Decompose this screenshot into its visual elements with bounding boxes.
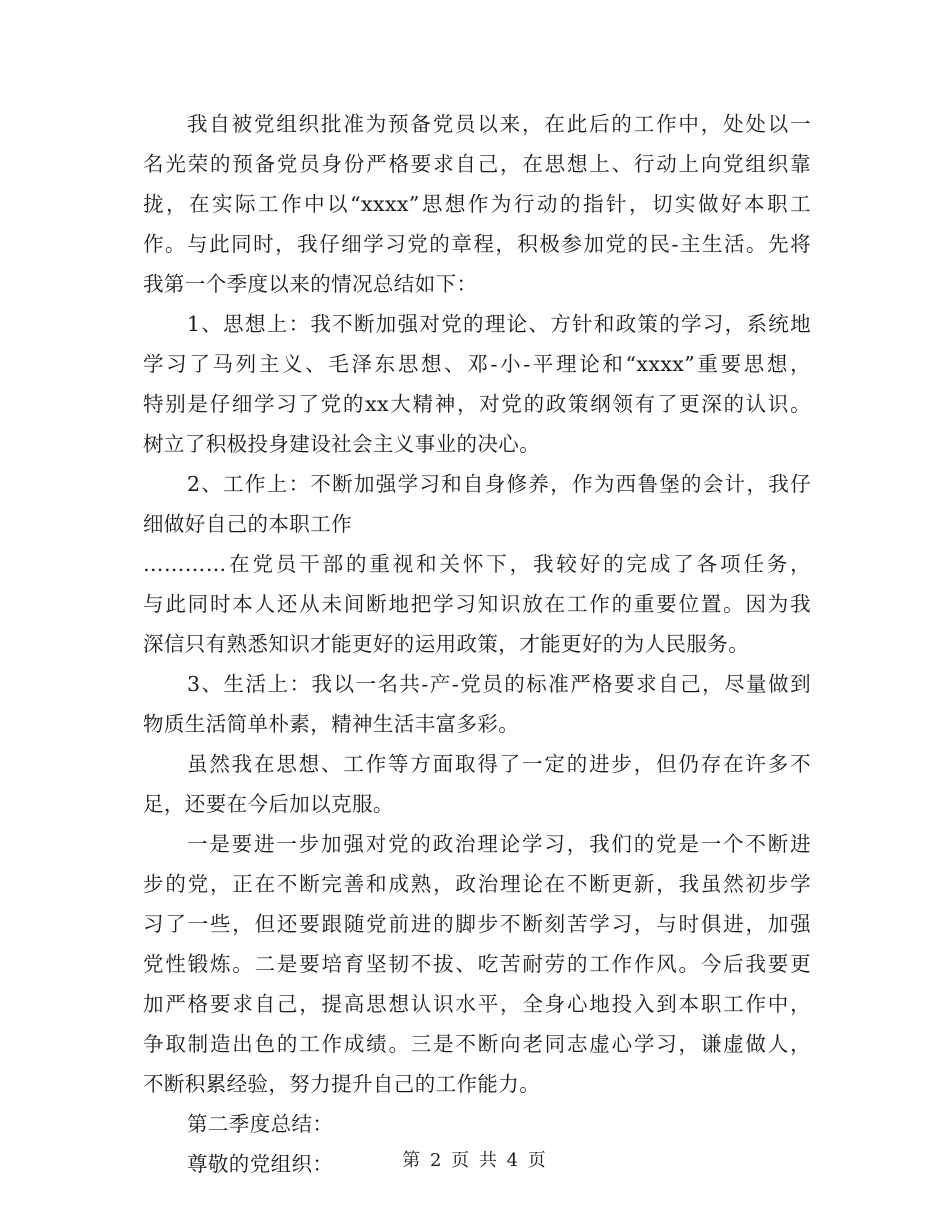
text-line: 虽然我在思想、工作等方面取得了一定的进步，但仍存在许多不 bbox=[187, 752, 811, 776]
text-line: 物质生活简单朴素，精神生活丰富多彩。 bbox=[143, 712, 520, 736]
text-line: 党性锻炼。二是要培育坚韧不拔、吃苦耐劳的工作作风。今后我要更 bbox=[143, 952, 811, 976]
document-body bbox=[143, 104, 811, 1184]
text-line: 与此同时本人还从未间断地把学习知识放在工作的重要位置。因为我 bbox=[143, 592, 811, 616]
text-line: 步的党，正在不断完善和成熟，政治理论在不断更新，我虽然初步学 bbox=[143, 872, 811, 896]
text-line: 学习了马列主义、毛泽东思想、邓-小-平理论和“xxxx”重要思想， bbox=[143, 352, 811, 376]
text-line: 加严格要求自己，提高思想认识水平，全身心地投入到本职工作中， bbox=[143, 992, 811, 1016]
text-line: 不断积累经验，努力提升自己的工作能力。 bbox=[143, 1072, 541, 1096]
text-line: …………在党员干部的重视和关怀下，我较好的完成了各项任务， bbox=[143, 552, 811, 576]
text-line: 足，还要在今后加以克服。 bbox=[143, 792, 394, 816]
text-line: 我第一个季度以来的情况总结如下： bbox=[143, 272, 478, 296]
text-line: 争取制造出色的工作成绩。三是不断向老同志虚心学习，谦虚做人， bbox=[143, 1032, 811, 1056]
page-footer: 第 2 页 共 4 页 bbox=[402, 1150, 548, 1171]
text-line: 1、思想上：我不断加强对党的理论、方针和政策的学习，系统地 bbox=[187, 312, 811, 336]
text-line: 拢，在实际工作中以“xxxx”思想作为行动的指针，切实做好本职工 bbox=[143, 192, 811, 216]
text-line: 特别是仔细学习了党的xx大精神，对党的政策纲领有了更深的认识。 bbox=[143, 392, 811, 416]
text-line: 作。与此同时，我仔细学习党的章程，积极参加党的民-主生活。先将 bbox=[143, 232, 811, 256]
text-line: 一是要进一步加强对党的政治理论学习，我们的党是一个不断进 bbox=[187, 832, 811, 856]
text-line: 习了一些，但还要跟随党前进的脚步不断刻苦学习，与时俱进，加强 bbox=[143, 912, 811, 936]
text-line: 第二季度总结： bbox=[187, 1112, 334, 1136]
text-line: 名光荣的预备党员身份严格要求自己，在思想上、行动上向党组织靠 bbox=[143, 152, 811, 176]
text-line: 树立了积极投身建设社会主义事业的决心。 bbox=[143, 432, 541, 456]
text-line: 深信只有熟悉知识才能更好的运用政策，才能更好的为人民服务。 bbox=[143, 632, 750, 656]
text-line: 2、工作上：不断加强学习和自身修养，作为西鲁堡的会计，我仔 bbox=[187, 472, 811, 496]
text-line: 我自被党组织批准为预备党员以来，在此后的工作中，处处以一 bbox=[187, 112, 811, 136]
text-line: 尊敬的党组织： bbox=[187, 1152, 334, 1176]
text-line: 3、生活上：我以一名共-产-党员的标准严格要求自己，尽量做到 bbox=[187, 672, 811, 696]
text-line: 细做好自己的本职工作 bbox=[143, 512, 352, 536]
